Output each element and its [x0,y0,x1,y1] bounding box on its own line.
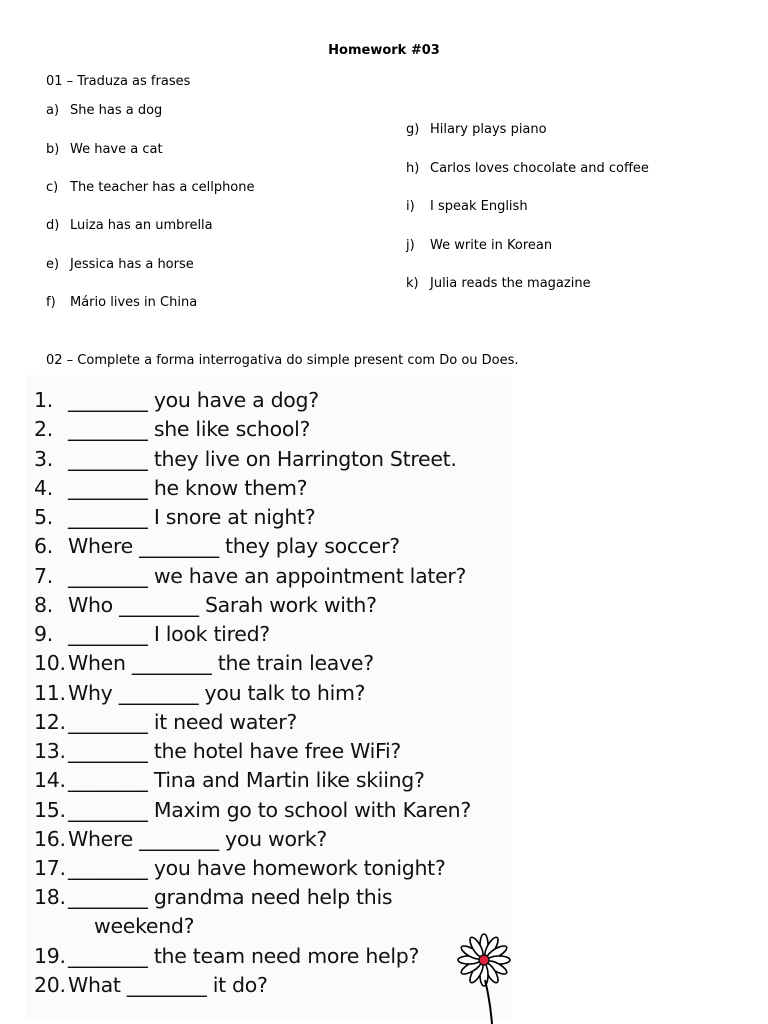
translation-item-g: g) Hilary plays piano [406,122,547,137]
exercise-line-5: 5. ________ I snore at night? [34,505,316,529]
question-1-heading: 01 – Traduza as frases [46,74,191,89]
exercise-line-1: 1. ________ you have a dog? [34,388,319,412]
translation-item-h: h) Carlos loves chocolate and coffee [406,161,649,176]
exercise-line-2: 2. ________ she like school? [34,417,311,441]
exercise-line-4: 4. ________ he know them? [34,476,308,500]
exercise-line-15: 15. ________ Maxim go to school with Karen? [34,798,471,822]
page-title: Homework #03 [328,43,440,58]
exercise-line-14: 14. ________ Tina and Martin like skiing? [34,768,425,792]
translation-item-a: a) She has a dog [46,103,163,118]
exercise-line-20: 20. What ________ it do? [34,973,268,997]
translation-item-f: f) Mário lives in China [46,295,198,310]
translation-item-e: e) Jessica has a horse [46,257,194,272]
exercise-line-18: 18. ________ grandma need help this [34,885,393,909]
exercise-line-13: 13. ________ the hotel have free WiFi? [34,739,402,763]
exercise-line-10: 10. When ________ the train leave? [34,651,374,675]
exercise-line-7: 7. ________ we have an appointment later? [34,564,467,588]
translation-item-j: j) We write in Korean [406,238,553,253]
exercise-line-9: 9. ________ I look tired? [34,622,270,646]
exercise-line-12: 12. ________ it need water? [34,710,297,734]
translation-item-b: b) We have a cat [46,142,163,157]
exercise-line-17: 17. ________ you have homework tonight? [34,856,446,880]
exercise-line-18-continuation: weekend? [94,914,195,938]
flower-icon [456,930,516,1024]
question-2-heading: 02 – Complete a forma interrogativa do simple present com Do ou Does. [46,353,519,368]
translation-item-c: c) The teacher has a cellphone [46,180,255,195]
exercise-line-6: 6. Where ________ they play soccer? [34,534,400,558]
translation-item-i: i) I speak English [406,199,528,214]
exercise-line-11: 11. Why ________ you talk to him? [34,681,366,705]
exercise-line-8: 8. Who ________ Sarah work with? [34,593,377,617]
exercise-line-16: 16. Where ________ you work? [34,827,327,851]
exercise-line-3: 3. ________ they live on Harrington Street. [34,447,457,471]
exercise-line-19: 19. ________ the team need more help? [34,944,420,968]
translation-item-k: k) Julia reads the magazine [406,276,591,291]
translation-item-d: d) Luiza has an umbrella [46,218,213,233]
